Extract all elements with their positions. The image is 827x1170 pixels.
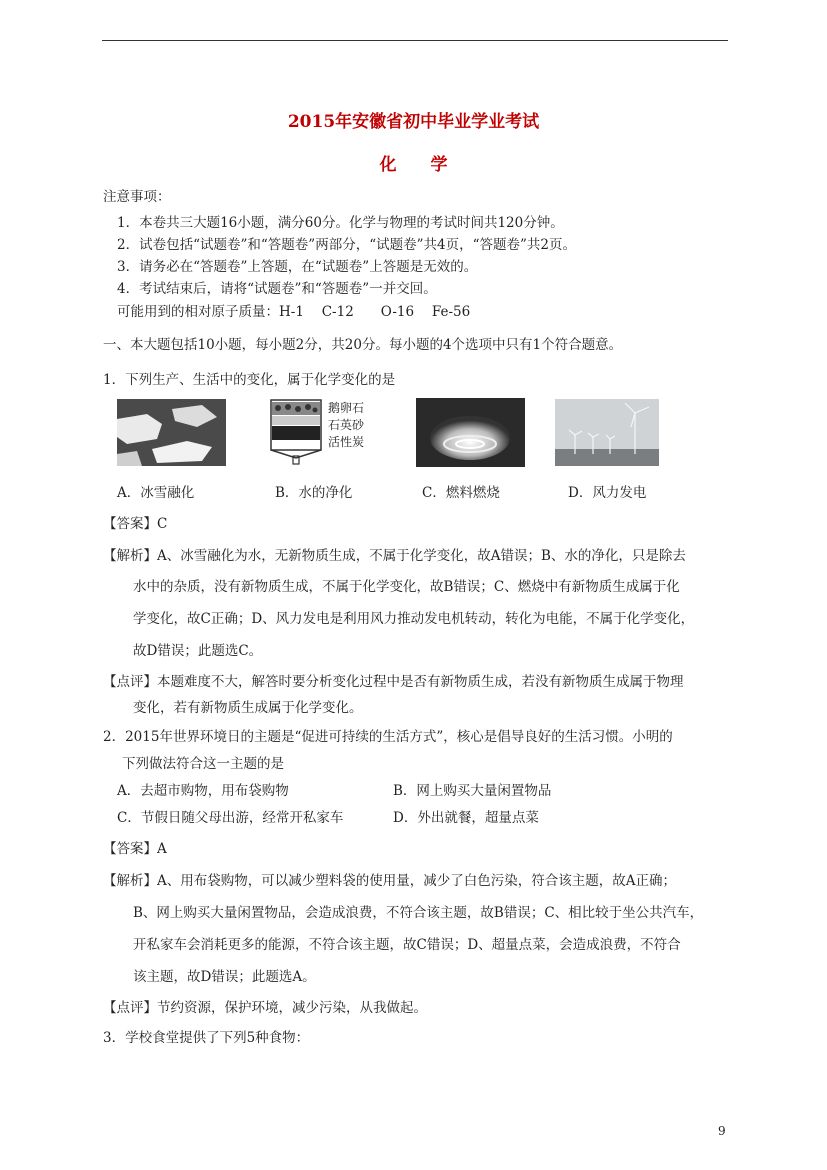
comment-line: 变化，若有新物质生成属于化学变化。 [133, 700, 363, 716]
water-filter-image [268, 398, 378, 468]
option-a: A．去超市购物，用布袋购物 [117, 783, 289, 799]
option-b: B．网上购买大量闲置物品 [393, 783, 552, 799]
top-rule [102, 40, 728, 41]
note-item: 1．本卷共三大题16小题，满分60分。化学与物理的考试时间共120分钟。 [117, 215, 564, 231]
note-item: 3．请务必在“答题卷”上答题，在“试题卷”上答题是无效的。 [117, 259, 478, 275]
note-item: 4．考试结束后，请将“试题卷”和“答题卷”一并交回。 [117, 281, 437, 297]
option-d: D．外出就餐，超量点菜 [393, 810, 539, 826]
note-item: 2．试卷包括“试题卷”和“答题卷”两部分，“试题卷”共4页，“答题卷”共2页。 [117, 237, 576, 253]
filter-label-pebbles: 鹅卵石 [328, 401, 365, 415]
notes-heading: 注意事项： [103, 189, 171, 205]
analysis-line: 【解析】A、冰雪融化为水，无新物质生成，不属于化学变化，故A错误；B、水的净化，只是除去 [103, 548, 686, 564]
question-stem: 2．2015年世界环境日的主题是“促进可持续的生活方式”，核心是倡导良好的生活习惯。小明的 [103, 729, 673, 745]
analysis-line: 学变化，故C正确；D、风力发电是利用风力推动发电机转动，转化为电能，不属于化学变化， [133, 611, 695, 627]
subject-title: 化 学 [379, 155, 448, 175]
filter-label-quartz: 石英砂 [328, 418, 365, 432]
melting-ice-image [117, 399, 226, 466]
option-c: C．燃料燃烧 [422, 485, 500, 501]
analysis-line: B、网上购买大量闲置物品，会造成浪费，不符合该主题，故B错误；C、相比较于坐公共汽车， [133, 905, 704, 921]
question-stem: 3．学校食堂提供了下列5种食物： [103, 1030, 310, 1046]
section-heading: 一、本大题包括10小题，每小题2分，共20分。每小题的4个选项中只有1个符合题意。 [103, 337, 623, 353]
question-stem: 下列做法符合这一主题的是 [122, 756, 284, 772]
analysis-line: 【解析】A、用布袋购物，可以减少塑料袋的使用量，减少了白色污染，符合该主题，故A正确； [103, 873, 676, 889]
wind-power-image [555, 399, 659, 466]
exam-title: 2015年安徽省初中毕业学业考试 [287, 112, 540, 132]
page-number: 9 [718, 1124, 726, 1138]
burning-fuel-image [416, 398, 525, 467]
option-c: C．节假日随父母出游，经常开私家车 [117, 810, 344, 826]
option-d: D．风力发电 [568, 485, 647, 501]
analysis-line: 该主题，故D错误；此题选A。 [133, 969, 316, 985]
answer: 【答案】C [103, 516, 168, 532]
comment-line: 【点评】本题难度不大，解答时要分析变化过程中是否有新物质生成，若没有新物质生成属于物理 [103, 674, 684, 690]
analysis-line: 故D错误；此题选C。 [133, 643, 263, 659]
analysis-line: 水中的杂质，没有新物质生成，不属于化学变化，故B错误；C、燃烧中有新物质生成属于化 [133, 579, 680, 595]
comment-line: 【点评】节约资源，保护环境，减少污染，从我做起。 [103, 1000, 427, 1016]
question-stem: 1．下列生产、生活中的变化，属于化学变化的是 [103, 372, 396, 388]
filter-label-charcoal: 活性炭 [328, 435, 365, 449]
option-a: A．冰雪融化 [117, 485, 195, 501]
atomic-masses: 可能用到的相对原子质量：H-1 C-12 O-16 Fe-56 [117, 304, 471, 320]
option-b: B．水的净化 [275, 485, 353, 501]
answer: 【答案】A [103, 841, 167, 857]
analysis-line: 开私家车会消耗更多的能源，不符合该主题，故C错误；D、超量点菜，会造成浪费，不符合 [133, 937, 681, 953]
